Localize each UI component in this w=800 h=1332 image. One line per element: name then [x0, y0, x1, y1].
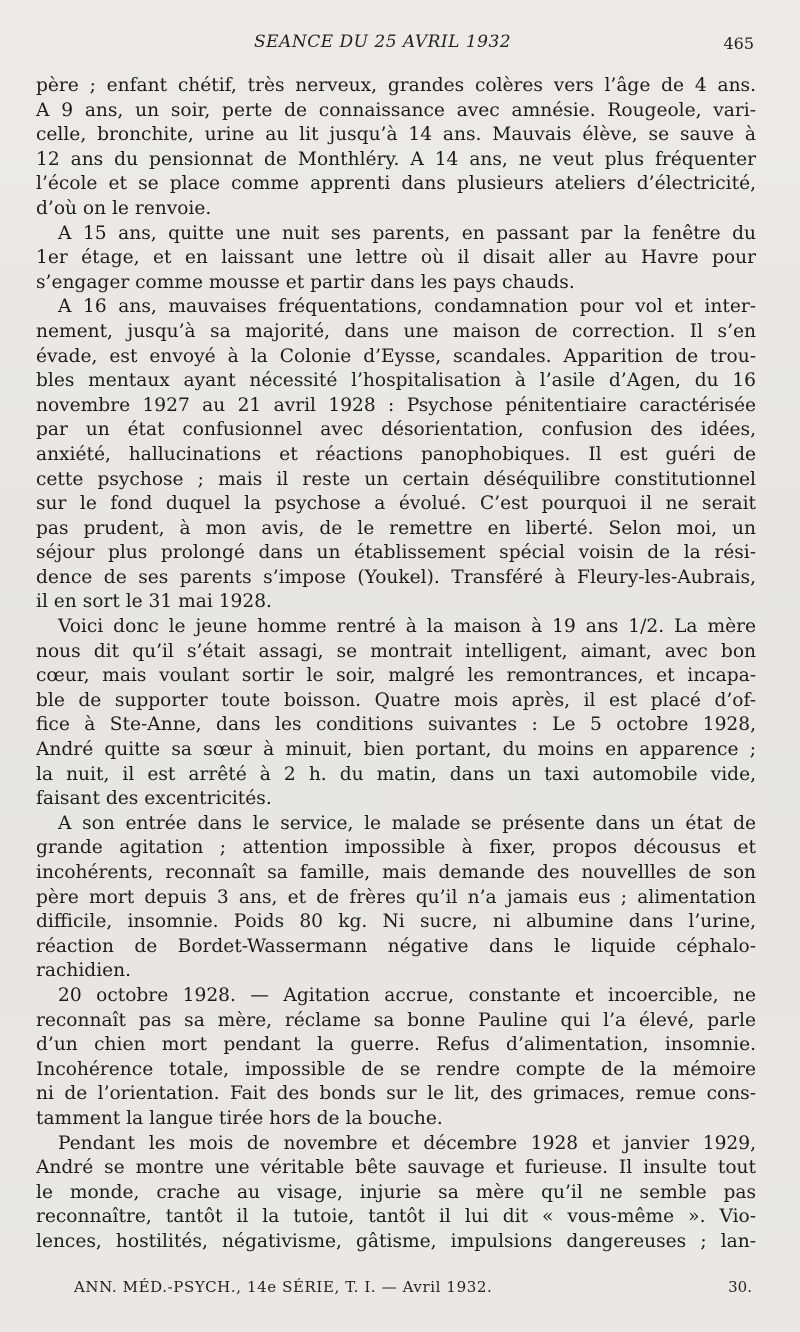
text-line: Pendant les mois de novembre et décembre 1928 et janvier 1929,: [58, 1132, 756, 1154]
text-line: André quitte sa sœur à minuit, bien portant, du moins en apparence ;: [36, 739, 756, 761]
text-line: difficile, insomnie. Poids 80 kg. Ni sucre, ni albumine dans l’urine,: [36, 911, 756, 933]
text-line: s’engager comme mousse et partir dans les pays chauds.: [36, 271, 575, 293]
text-line: le monde, crache au visage, injurie sa mère qu’il ne semble pas: [36, 1181, 756, 1203]
text-line: reconnaît pas sa mère, réclame sa bonne Pauline qui l’a élevé, parle: [36, 1009, 756, 1031]
text-line: dence de ses parents s’impose (Youkel). Transféré à Fleury-les-Aubrais,: [36, 566, 756, 588]
text-line: cette psychose ; mais il reste un certain déséquilibre constitutionnel: [36, 468, 756, 490]
text-line: d’un chien mort pendant la guerre. Refus d’alimentation, insomnie.: [36, 1034, 756, 1056]
text-line: A 16 ans, mauvaises fréquentations, condamnation pour vol et inter-: [58, 296, 756, 318]
text-line: évade, est envoyé à la Colonie d’Eysse, scandales. Apparition de trou-: [36, 345, 756, 367]
text-line: il en sort le 31 mai 1928.: [36, 591, 272, 613]
text-line: lences, hostilités, négativisme, gâtisme, impulsions dangereuses ; lan-: [36, 1230, 756, 1252]
text-line: incohérents, reconnaît sa famille, mais demande des nouvellles de son: [36, 862, 756, 883]
text-line: la nuit, il est arrêté à 2 h. du matin, dans un taxi automobile vide,: [36, 763, 756, 785]
text-line: ble de supporter toute boisson. Quatre mois après, il est placé d’of-: [36, 689, 756, 711]
text-line: nous dit qu’il s’était assagi, se montrait intelligent, aimant, avec bon: [36, 640, 756, 662]
text-line: A 15 ans, quitte une nuit ses parents, en passant par la fenêtre du: [58, 222, 756, 244]
page-header: [0, 28, 800, 58]
text-line: séjour plus prolongé dans un établissement spécial voisin de la rési-: [36, 542, 756, 564]
text-line: réaction de Bordet-Wassermann négative dans le liquide céphalo-: [36, 935, 756, 957]
text-line: reconnaître, tantôt il la tutoie, tantôt il lui dit « vous-même ». Vio-: [36, 1206, 756, 1228]
body-text: [36, 74, 756, 1255]
text-line: fice à Ste-Anne, dans les conditions suivantes : Le 5 octobre 1928,: [36, 714, 756, 736]
text-line: cœur, mais voulant sortir le soir, malgré les remontrances, et incapa-: [36, 665, 756, 687]
text-line: ni de l’orientation. Fait des bonds sur le lit, des grimaces, remue cons-: [36, 1083, 756, 1105]
text-line: père ; enfant chétif, très nerveux, grandes colères vers l’âge de 4 ans.: [36, 75, 756, 96]
text-line: André se montre une véritable bête sauvage et furieuse. Il insulte tout: [36, 1157, 756, 1179]
text-line: A son entrée dans le service, le malade se présente dans un état de: [58, 812, 756, 834]
signature-mark: 30.: [728, 1278, 752, 1296]
text-line: sur le fond duquel la psychose a évolué. C’est pourquoi il ne serait: [36, 493, 756, 515]
text-line: A 9 ans, un soir, perte de connaissance avec amnésie. Rougeole, vari-: [36, 99, 756, 121]
text-line: 20 octobre 1928. — Agitation accrue, constante et incoercible, ne: [58, 984, 756, 1006]
page-footer: [0, 1274, 800, 1298]
text-line: l’école et se place comme apprenti dans plusieurs ateliers d’électricité,: [36, 173, 756, 195]
journal-reference: ANN. MÉD.-PSYCH., 14e SÉRIE, T. I. — Avril 1932.: [74, 1278, 493, 1296]
text-line: 1er étage, et en laissant une lettre où il disait aller au Havre pour: [36, 247, 756, 269]
text-line: faisant des excentricités.: [36, 788, 272, 810]
text-line: anxiété, hallucinations et réactions panophobiques. Il est guéri de: [36, 443, 756, 465]
text-line: père mort depuis 3 ans, et de frères qu’il n’a jamais eus ; alimentation: [36, 886, 756, 908]
text-line: 12 ans du pensionnat de Monthléry. A 14 ans, ne veut plus fréquenter: [36, 148, 756, 170]
text-line: rachidien.: [36, 960, 132, 982]
text-line: Voici donc le jeune homme rentré à la maison à 19 ans 1/2. La mère: [58, 616, 756, 638]
text-line: bles mentaux ayant nécessité l’hospitalisation à l’asile d’Agen, du 16: [36, 370, 756, 392]
text-line: nement, jusqu’à sa majorité, dans une maison de correction. Il s’en: [36, 320, 756, 342]
page-number: 465: [723, 34, 754, 53]
text-line: celle, bronchite, urine au lit jusqu’à 14 ans. Mauvais élève, se sauve à: [36, 124, 756, 146]
running-head: SEANCE DU 25 AVRIL 1932: [254, 32, 512, 52]
text-line: grande agitation ; attention impossible à fixer, propos décousus et: [36, 837, 756, 859]
text-line: pas prudent, à mon avis, de le remettre en liberté. Selon moi, un: [36, 517, 756, 539]
text-line: par un état confusionnel avec désorientation, confusion des idées,: [36, 419, 756, 441]
text-line: novembre 1927 au 21 avril 1928 : Psychose pénitentiaire caractérisée: [36, 394, 756, 416]
text-line: Incohérence totale, impossible de se rendre compte de la mémoire: [36, 1058, 756, 1080]
text-line: tamment la langue tirée hors de la bouche.: [36, 1107, 443, 1129]
text-line: d’où on le renvoie.: [36, 197, 212, 219]
